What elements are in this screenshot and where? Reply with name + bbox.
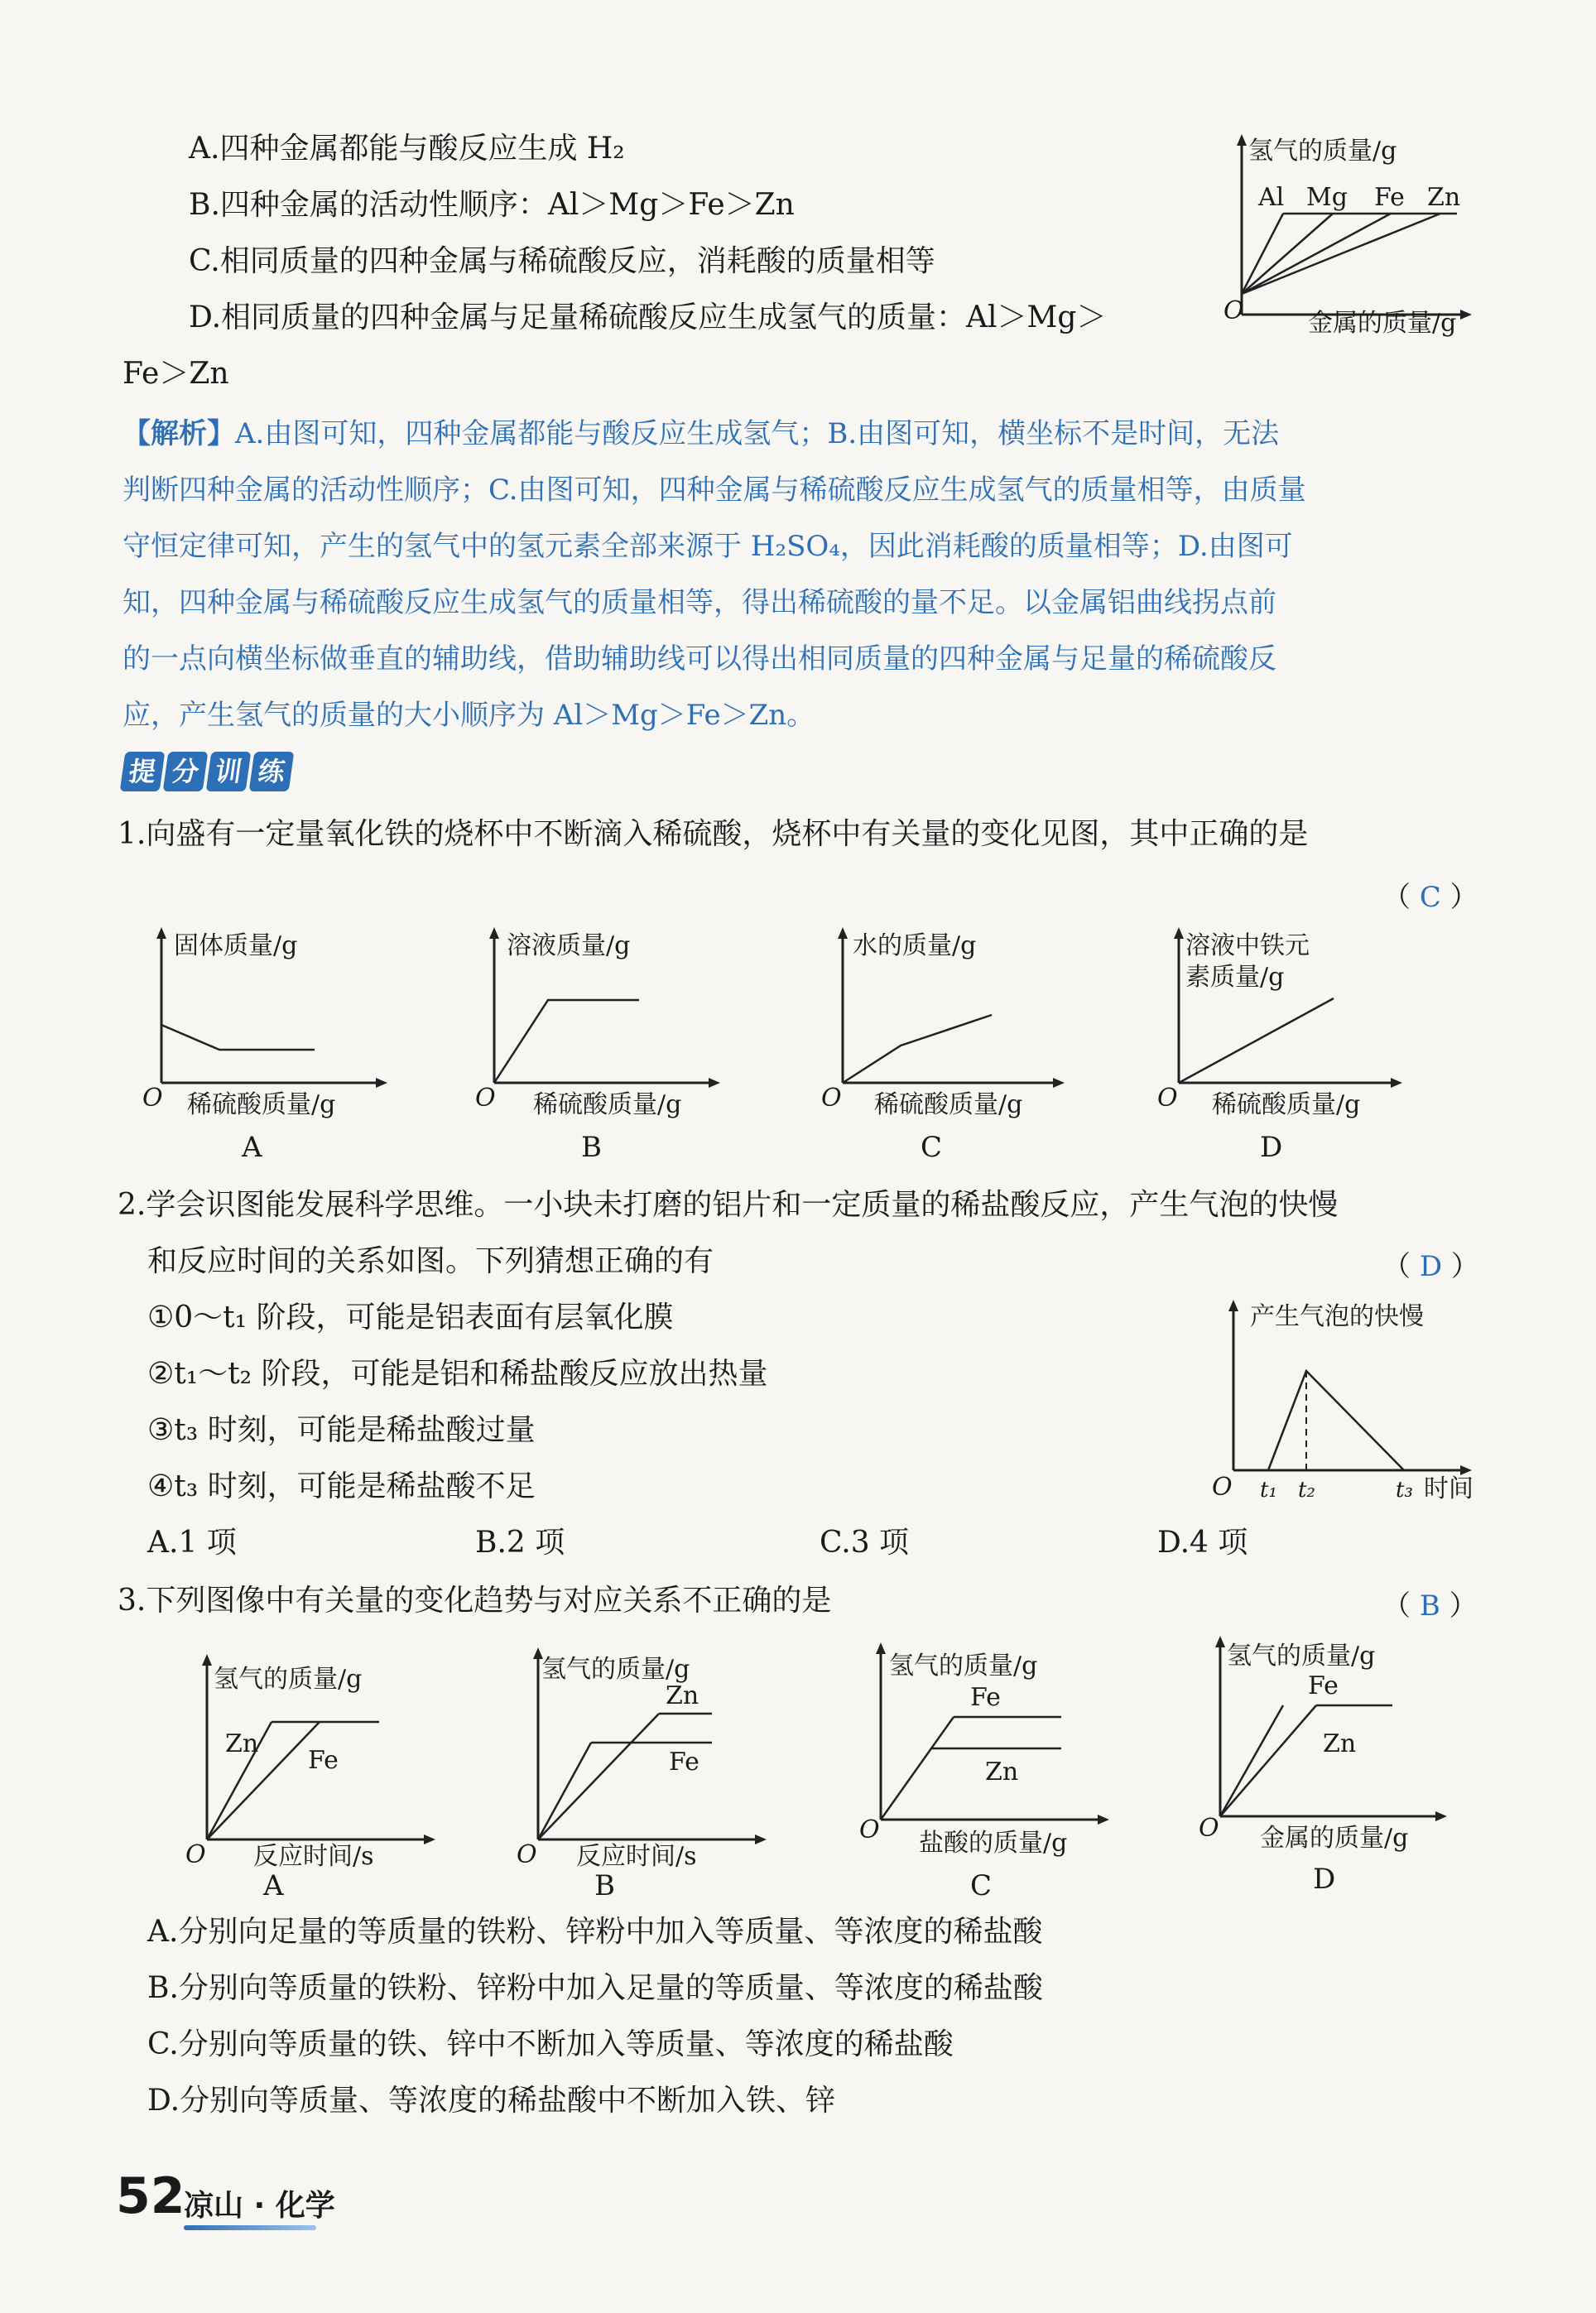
section-char: 分 bbox=[163, 752, 209, 791]
analysis-row: 的一点向横坐标做垂直的辅助线，借助辅助线可以得出相同质量的四种金属与足量的稀硫酸反 bbox=[123, 642, 1276, 676]
svg-text:盐酸的质量/g: 盐酸的质量/g bbox=[919, 1829, 1068, 1858]
svg-text:Fe: Fe bbox=[669, 1748, 699, 1777]
svg-text:稀硫酸质量/g: 稀硫酸质量/g bbox=[533, 1090, 682, 1119]
svg-text:O: O bbox=[475, 1084, 496, 1113]
q2-answer: （ D ） bbox=[1382, 1250, 1479, 1283]
svg-text:Fe: Fe bbox=[308, 1746, 339, 1775]
svg-text:O: O bbox=[1199, 1814, 1219, 1843]
q3-option-d: D.分别向等质量、等浓度的稀盐酸中不断加入铁、锌 bbox=[147, 2084, 836, 2118]
analysis bbox=[123, 406, 1488, 743]
svg-text:溶液质量/g: 溶液质量/g bbox=[507, 931, 631, 960]
svg-text:产生气泡的快慢: 产生气泡的快慢 bbox=[1250, 1302, 1424, 1331]
q2-item-2: ②t₁～t₂ 阶段，可能是铝和稀盐酸反应放出热量 bbox=[147, 1357, 768, 1391]
svg-text:Zn: Zn bbox=[666, 1681, 699, 1710]
svg-text:t₃: t₃ bbox=[1396, 1478, 1413, 1503]
svg-text:Zn: Zn bbox=[985, 1758, 1019, 1786]
svg-text:Zn: Zn bbox=[1323, 1729, 1357, 1758]
option-d: D.相同质量的四种金属与足量稀硫酸反应生成氢气的质量：Al＞Mg＞ bbox=[189, 301, 1107, 334]
q1-caption-c: C bbox=[921, 1131, 943, 1164]
q2-bubble-rate-graph bbox=[1212, 1296, 1490, 1520]
svg-text:稀硫酸质量/g: 稀硫酸质量/g bbox=[874, 1090, 1023, 1119]
svg-text:t₂: t₂ bbox=[1298, 1478, 1315, 1503]
q1-answer: （ C ） bbox=[1382, 881, 1478, 914]
series-zn bbox=[1242, 214, 1440, 294]
q2-choice-c: C.3 项 bbox=[820, 1526, 910, 1560]
q1-answer-value: C bbox=[1419, 881, 1441, 914]
svg-text:固体质量/g: 固体质量/g bbox=[174, 931, 298, 960]
q2-stem-1: 2.学会识图能发展科学思维。一小块未打磨的铝片和一定质量的稀盐酸反应，产生气泡的快慢 bbox=[118, 1188, 1339, 1222]
svg-text:氢气的质量/g: 氢气的质量/g bbox=[1227, 1642, 1376, 1671]
q2-item-4: ④t₃ 时刻，可能是稀盐酸不足 bbox=[147, 1469, 536, 1503]
svg-text:O: O bbox=[142, 1084, 163, 1113]
q1-graph-b bbox=[474, 926, 722, 1132]
q2-choice-b: B.2 项 bbox=[475, 1526, 565, 1560]
svg-text:O: O bbox=[859, 1815, 880, 1844]
analysis-row: 守恒定律可知，产生的氢气中的氢元素全部来源于 H₂SO₄，因此消耗酸的质量相等；D.由图可 bbox=[123, 530, 1293, 563]
svg-text:反应时间/s: 反应时间/s bbox=[253, 1842, 374, 1871]
label-al: Al bbox=[1258, 183, 1285, 212]
label-fe: Fe bbox=[1374, 183, 1405, 212]
analysis-row: 应，产生氢气的质量的大小顺序为 Al＞Mg＞Fe＞Zn。 bbox=[123, 699, 815, 732]
svg-text:溶液中铁元: 溶液中铁元 bbox=[1185, 931, 1310, 960]
svg-text:素质量/g: 素质量/g bbox=[1185, 963, 1285, 992]
analysis-row: 判断四种金属的活动性顺序；C.由图可知，四种金属与稀硫酸反应生成氢气的质量相等，由质量 bbox=[123, 474, 1306, 507]
q3-option-c: C.分别向等质量的铁、锌中不断加入等质量、等浓度的稀盐酸 bbox=[147, 2027, 954, 2061]
label-zn: Zn bbox=[1427, 183, 1461, 212]
option-d-cont: Fe＞Zn bbox=[123, 357, 229, 391]
section-title bbox=[123, 752, 291, 793]
section-char: 训 bbox=[206, 752, 252, 791]
q3-caption-a: A bbox=[263, 1869, 284, 1902]
q2-choice-a: A.1 项 bbox=[147, 1526, 237, 1560]
analysis-row: 知，四种金属与稀硫酸反应生成氢气的质量相等，得出稀硫酸的量不足。以金属铝曲线拐点前 bbox=[123, 586, 1276, 619]
q2-item-3: ③t₃ 时刻，可能是稀盐酸过量 bbox=[147, 1413, 536, 1447]
q3-graph-a bbox=[185, 1647, 437, 1896]
q3-answer: （ B ） bbox=[1382, 1589, 1478, 1623]
section-char: 练 bbox=[249, 752, 295, 791]
x-axis-label: 金属的质量/g bbox=[1308, 309, 1457, 338]
svg-text:O: O bbox=[1157, 1084, 1178, 1113]
option-b: B.四种金属的活动性顺序：Al＞Mg＞Fe＞Zn bbox=[189, 188, 795, 222]
origin-label: O bbox=[1223, 296, 1244, 325]
svg-text:稀硫酸质量/g: 稀硫酸质量/g bbox=[187, 1090, 336, 1119]
q1-graph-d bbox=[1156, 926, 1404, 1132]
svg-text:反应时间/s: 反应时间/s bbox=[576, 1842, 697, 1871]
svg-text:氢气的质量/g: 氢气的质量/g bbox=[541, 1655, 690, 1684]
q1-caption-b: B bbox=[581, 1131, 602, 1164]
svg-text:氢气的质量/g: 氢气的质量/g bbox=[214, 1665, 363, 1694]
q1-caption-a: A bbox=[242, 1131, 262, 1164]
q3-graph-d bbox=[1200, 1633, 1449, 1881]
q2-item-1: ①0～t₁ 阶段，可能是铝表面有层氧化膜 bbox=[147, 1301, 674, 1334]
svg-text:稀硫酸质量/g: 稀硫酸质量/g bbox=[1212, 1090, 1361, 1119]
page-number: 52 bbox=[116, 2167, 185, 2225]
q3-graph-c bbox=[859, 1639, 1111, 1887]
option-a: A.四种金属都能与酸反应生成 H₂ bbox=[189, 132, 625, 166]
analysis-row: A.由图可知，四种金属都能与酸反应生成氢气；B.由图可知，横坐标不是时间，无法 bbox=[235, 417, 1280, 450]
series-fe bbox=[1242, 214, 1391, 294]
q1-caption-d: D bbox=[1260, 1131, 1283, 1164]
option-c: C.相同质量的四种金属与稀硫酸反应，消耗酸的质量相等 bbox=[189, 244, 935, 278]
svg-text:Fe: Fe bbox=[1308, 1671, 1339, 1700]
svg-text:O: O bbox=[1212, 1473, 1233, 1502]
q1-graph-c bbox=[818, 926, 1066, 1132]
q3-caption-c: C bbox=[970, 1869, 993, 1902]
q3-answer-value: B bbox=[1419, 1589, 1440, 1623]
svg-text:时间: 时间 bbox=[1424, 1474, 1473, 1503]
footer-title: 凉山 · 化学 bbox=[184, 2189, 335, 2223]
label-mg: Mg bbox=[1306, 183, 1348, 212]
svg-text:Fe: Fe bbox=[970, 1683, 1001, 1712]
q3-caption-d: D bbox=[1313, 1863, 1336, 1896]
q3-caption-b: B bbox=[594, 1869, 615, 1902]
svg-text:O: O bbox=[821, 1084, 842, 1113]
svg-text:O: O bbox=[185, 1840, 206, 1869]
q3-option-b: B.分别向等质量的铁粉、锌粉中加入足量的等质量、等浓度的稀盐酸 bbox=[147, 1971, 1043, 2005]
q1-stem: 1.向盛有一定量氧化铁的烧杯中不断滴入稀硫酸，烧杯中有关量的变化见图，其中正确的是 bbox=[118, 817, 1309, 851]
section-char: 提 bbox=[120, 752, 166, 791]
analysis-tag: 【解析】 bbox=[123, 417, 235, 450]
svg-text:t₁: t₁ bbox=[1260, 1478, 1277, 1503]
svg-text:水的质量/g: 水的质量/g bbox=[853, 931, 977, 960]
q3-stem: 3.下列图像中有关量的变化趋势与对应关系不正确的是 bbox=[118, 1584, 832, 1618]
q1-graph-a bbox=[141, 926, 389, 1132]
series-mg bbox=[1242, 214, 1333, 294]
svg-text:金属的质量/g: 金属的质量/g bbox=[1260, 1824, 1409, 1853]
svg-text:氢气的质量/g: 氢气的质量/g bbox=[889, 1652, 1038, 1681]
q3-graph-b bbox=[517, 1647, 768, 1896]
q2-stem-2: 和反应时间的关系如图。下列猜想正确的有 bbox=[147, 1244, 714, 1278]
svg-text:O: O bbox=[517, 1840, 537, 1869]
q2-answer-value: D bbox=[1419, 1250, 1443, 1283]
y-axis-label: 氢气的质量/g bbox=[1248, 137, 1397, 166]
q3-option-a: A.分别向足量的等质量的铁粉、锌粉中加入等质量、等浓度的稀盐酸 bbox=[147, 1915, 1043, 1949]
svg-text:Zn: Zn bbox=[225, 1729, 259, 1758]
footer-decoration bbox=[184, 2225, 316, 2230]
metal-hydrogen-graph bbox=[1209, 132, 1490, 348]
q2-choice-d: D.4 项 bbox=[1157, 1526, 1248, 1560]
